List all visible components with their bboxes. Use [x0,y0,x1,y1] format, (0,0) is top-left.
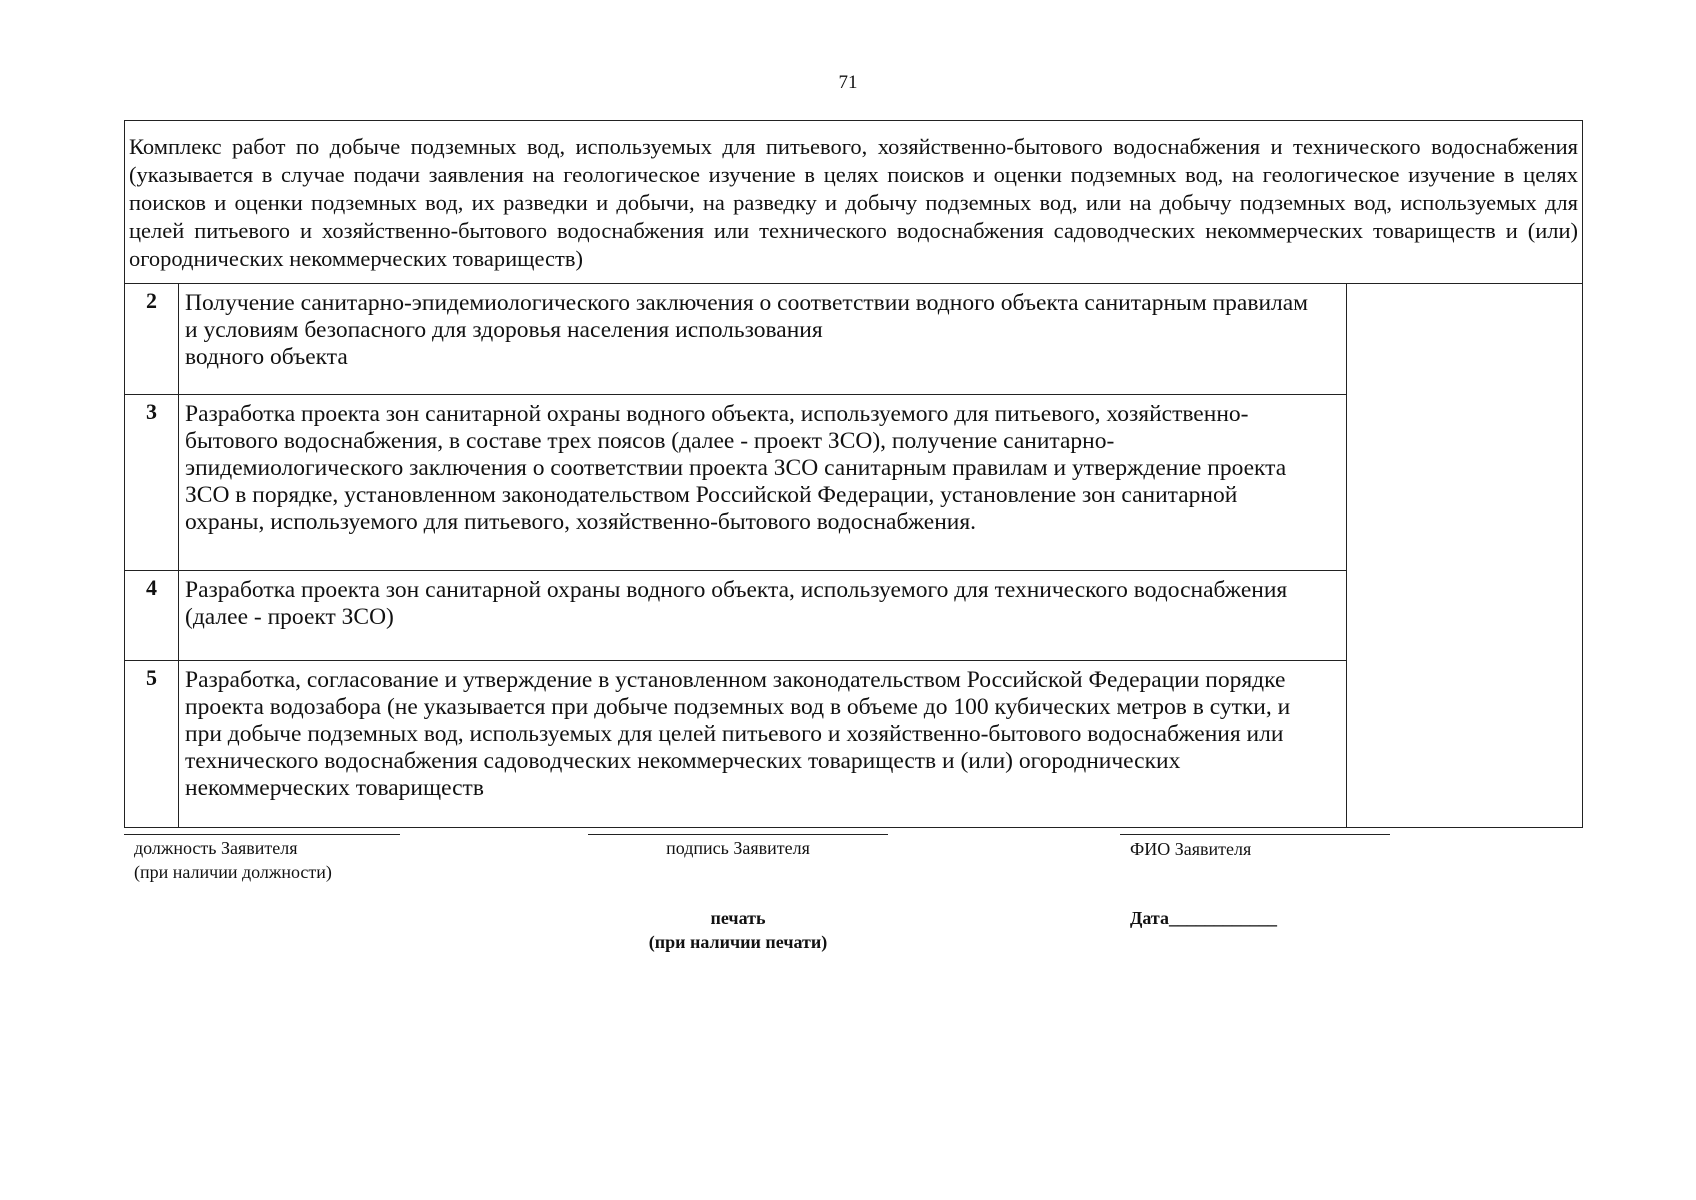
row-text-line: проекта водозабора (не указывается при добыче подземных вод в объеме до 100 кубических метров в сутки, и [185,694,1291,720]
row-number: 2 [125,284,179,395]
row-number: 5 [125,661,179,828]
name-signature-line [1120,834,1390,835]
row-text-line: некоммерческих товариществ [185,775,484,801]
position-signature-line [124,834,400,835]
row-number: 4 [125,571,179,661]
date-field: Дата____________ [1130,908,1277,928]
position-label: должность Заявителя [134,838,298,858]
row-text-line: Разработка проекта зон санитарной охраны водного объекта, используемого для технического водоснабжения [185,577,1288,603]
row-text-line: бытового водоснабжения, в составе трех поясов (далее - проект ЗСО), получение санитарно- [185,428,1115,454]
row-text-line: охраны, используемого для питьевого, хозяйственно-бытового водоснабжения. [185,509,977,535]
row-text-line: Разработка проекта зон санитарной охраны водного объекта, используемого для питьевого, хозяйственно- [185,401,1249,427]
table-row [125,284,1583,395]
stamp-note: (при наличии печати) [648,932,828,952]
row-text-line: эпидемиологического заключения о соответствии проекта ЗСО санитарным правилам и утверждение проекта [185,455,1287,481]
row-text-line: и условиям безопасного для здоровья населения использования [185,317,823,343]
row-text [179,661,1347,828]
row-text-line: при добыче подземных вод, используемых для целей питьевого и хозяйственно-бытового водоснабжения или [185,721,1284,747]
works-table [124,120,1583,828]
table-header-cell [125,121,1583,284]
table-header-row [125,121,1583,284]
stamp-label: печать [710,908,766,928]
row-text-line: (далее - проект ЗСО) [185,604,394,630]
row-text-line: водного объекта [185,344,348,370]
row-number: 3 [125,395,179,571]
page-number: 71 [838,72,858,93]
signature-line [588,834,888,835]
signature-label: подпись Заявителя [666,838,810,858]
position-note: (при наличии должности) [134,862,332,882]
row-text [179,571,1347,661]
empty-right-cell [1347,284,1583,828]
name-label: ФИО Заявителя [1130,839,1252,859]
row-text-line: ЗСО в порядке, установленном законодательством Российской Федерации, установление зон санитарной [185,482,1238,508]
row-text [179,395,1347,571]
row-text [179,284,1347,395]
row-text-line: Разработка, согласование и утверждение в установленном законодательством Российской Федерации порядке [185,667,1286,693]
row-text-line: технического водоснабжения садоводческих некоммерческих товариществ и (или) огороднических [185,748,1181,774]
header-text: Комплекс работ по добыче подземных вод, используемых для питьевого, хозяйственно-бытового водоснабжения и технического водоснабжения (указывается в случае подачи заявления на геологическое изучение в целях поисков и оценки подземных вод, на геологическое изучение в целях поисков и оценки подземных вод, их разведки и добычи, на разведку и добычу подземных вод, или на добычу подземных вод, используемых для целей питьевого и хозяйственно-бытового водоснабжения или технического водоснабжения садоводческих некоммерческих товариществ и (или) огороднических некоммерческих товариществ) [129,134,1579,271]
row-text-line: Получение санитарно-эпидемиологического заключения о соответствии водного объекта санитарным правилам [185,290,1309,316]
